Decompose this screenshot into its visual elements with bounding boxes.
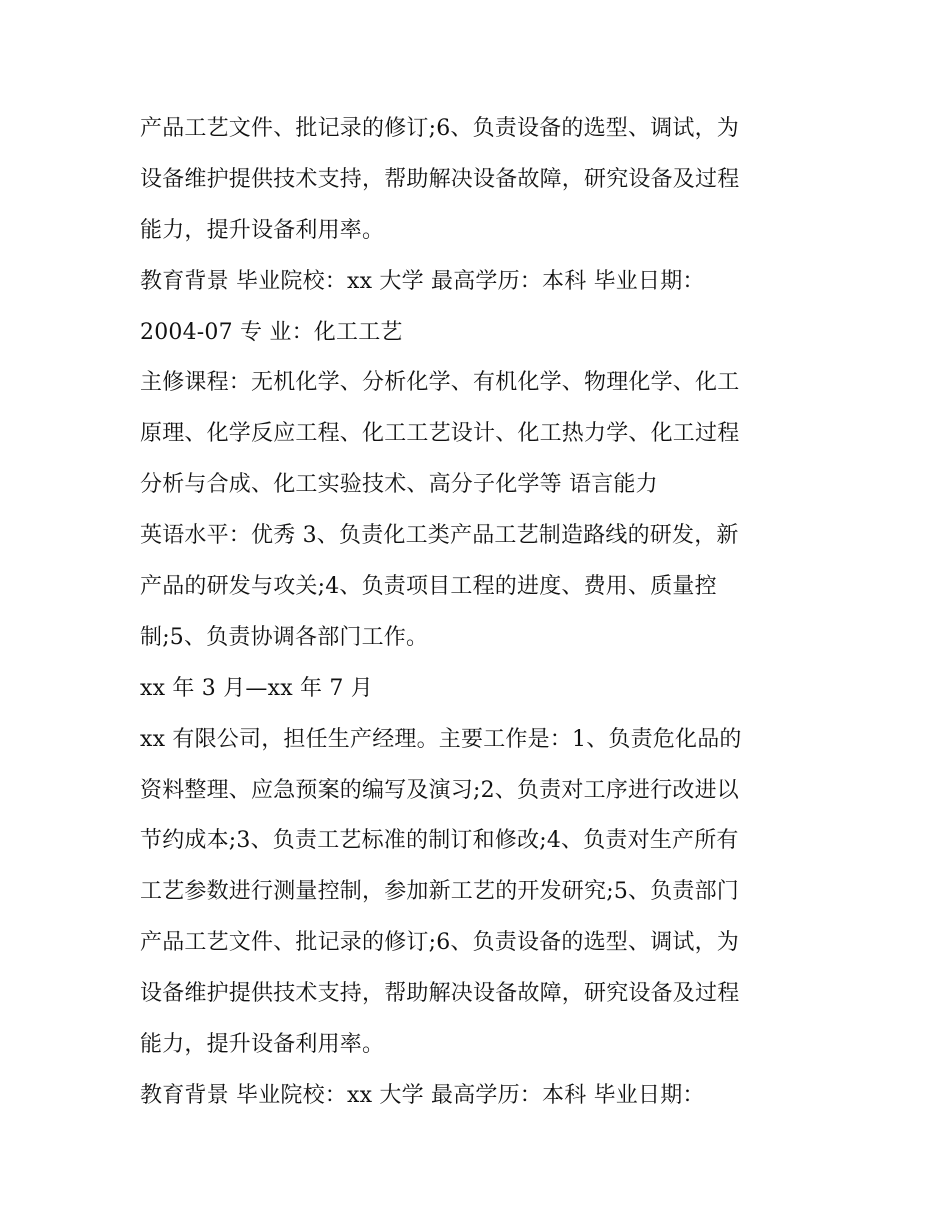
text-line: 工艺参数进行测量控制，参加新工艺的开发研究;5、负责部门 bbox=[140, 879, 740, 905]
text-line: 产品的研发与攻关;4、负责项目工程的进度、费用、质量控 bbox=[140, 574, 717, 600]
text-line: 教育背景 毕业院校：xx 大学 最高学历：本科 毕业日期： bbox=[140, 1082, 705, 1108]
text-line: 设备维护提供技术支持，帮助解决设备故障，研究设备及过程 bbox=[140, 166, 740, 192]
text-line: 能力，提升设备利用率。 bbox=[140, 1032, 385, 1058]
text-line: 英语水平：优秀 3、负责化工类产品工艺制造路线的研发，新 bbox=[140, 523, 739, 549]
document-body bbox=[140, 104, 840, 1122]
text-line: 节约成本;3、负责工艺标准的制订和修改;4、负责对生产所有 bbox=[140, 828, 739, 854]
text-line: 设备维护提供技术支持，帮助解决设备故障，研究设备及过程 bbox=[140, 981, 740, 1007]
text-line: 制;5、负责协调各部门工作。 bbox=[140, 624, 429, 650]
text-line: 分析与合成、化工实验技术、高分子化学等 语言能力 bbox=[140, 472, 658, 498]
text-line: 教育背景 毕业院校：xx 大学 最高学历：本科 毕业日期： bbox=[140, 268, 705, 294]
text-line: 产品工艺文件、批记录的修订;6、负责设备的选型、调试，为 bbox=[140, 116, 740, 141]
text-line: 原理、化学反应工程、化工工艺设计、化工热力学、化工过程 bbox=[140, 421, 740, 447]
text-line: xx 年 3 月—xx 年 7 月 bbox=[140, 675, 373, 701]
text-line: xx 有限公司，担任生产经理。主要工作是：1、负责危化品的 bbox=[140, 726, 742, 752]
text-line: 能力，提升设备利用率。 bbox=[140, 217, 385, 243]
text-line: 主修课程：无机化学、分析化学、有机化学、物理化学、化工 bbox=[140, 370, 740, 396]
text-line: 产品工艺文件、批记录的修订;6、负责设备的选型、调试，为 bbox=[140, 930, 740, 956]
text-line: 2004-07 专 业：化工工艺 bbox=[140, 319, 403, 345]
text-line: 资料整理、应急预案的编写及演习;2、负责对工序进行改进以 bbox=[140, 777, 740, 803]
